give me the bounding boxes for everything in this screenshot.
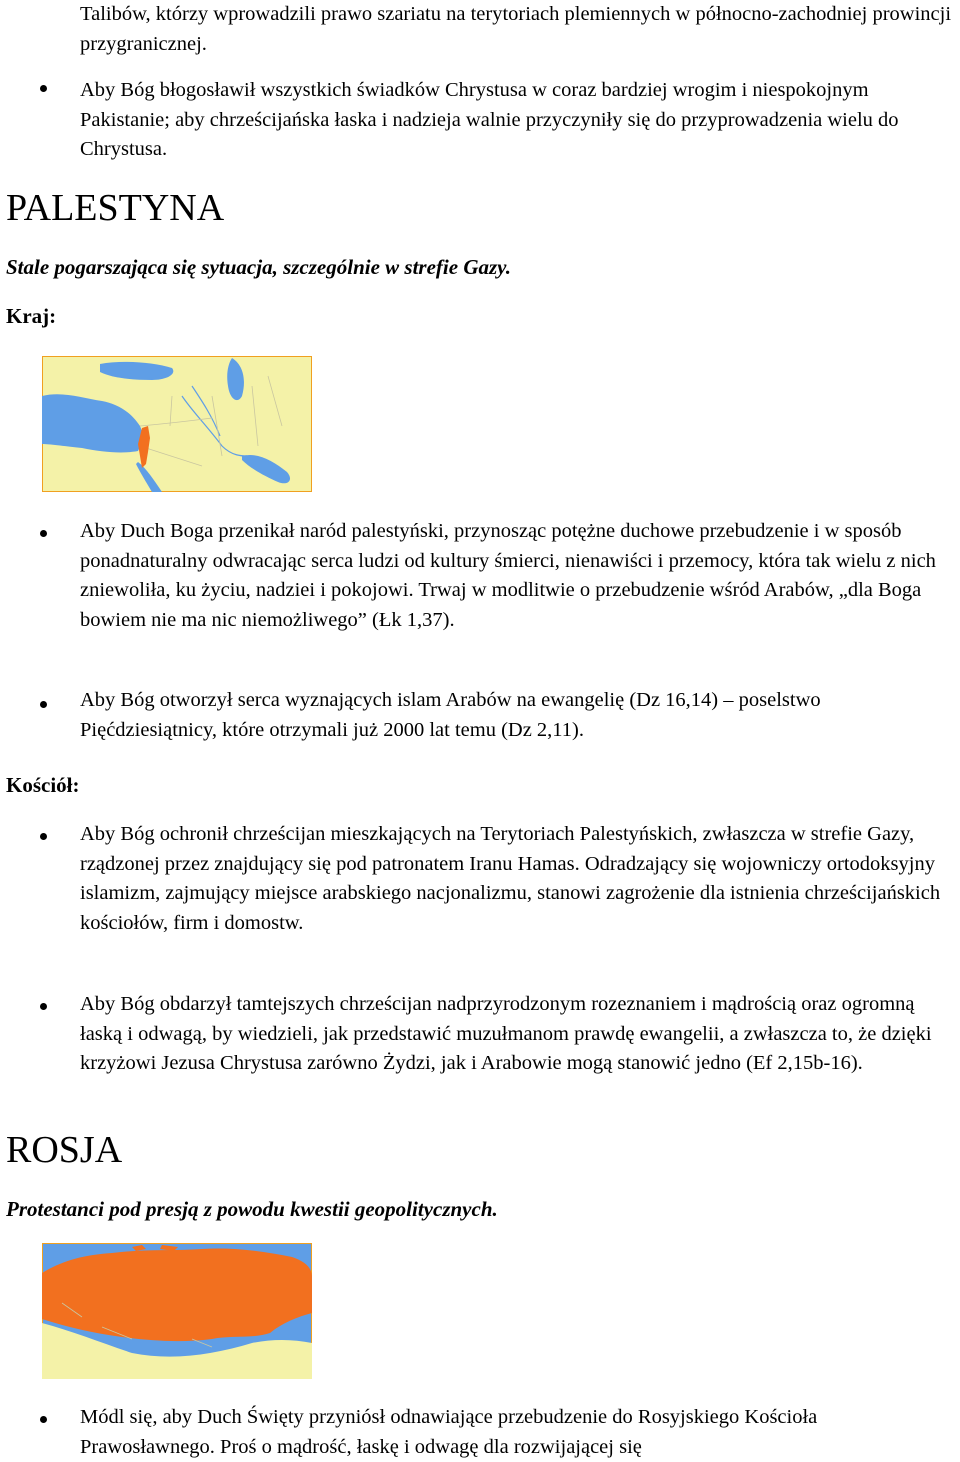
kosciol-item-2: Aby Bóg obdarzył tamtejszych chrześcijan nadprzyrodzonym rozeznaniem i mądrością oraz ogromną łaską i odwagą, by wiedzieli, jak przedstawić muzułmanom prawdę ewangelii, a zwłaszcza to, że dzięki krzyżowi Jezusa Chrystusa zarówno Żydzi, jak i Arabowie mogą stanowić jedno (Ef 2,15b-16). [80, 993, 932, 1074]
bullet-icon [40, 1416, 47, 1423]
bullet-icon [40, 530, 47, 537]
rosja-item-1: Módl się, aby Duch Święty przyniósł odnawiające przebudzenie do Rosyjskiego Kościoła Prawosławnego. Proś o mądrość, łaskę i odwagę dla rozwijającej się [80, 1406, 818, 1458]
kraj-item-1: Aby Duch Boga przenikał naród palestyński, przynosząc potężne duchowe przebudzenie i w sposób ponadnaturalny odwracając serca ludzi od kultury śmierci, nienawiści i przemocy, która tak wielu z nich zniewoliła, ku życiu, nadziei i pokojowi. Trwaj w modlitwie o przebudzenie wśród Arabów, „dla Boga bowiem nie ma nic niemożliwego” (Łk 1,37). [80, 520, 936, 631]
pakistan-prayer: Aby Bóg błogosławił wszystkich świadków Chrystusa w coraz bardziej wrogim i niespokojnym Pakistanie; aby chrześcijańska łaska i nadzieja walnie przyczyniły się do przyprowadzenia wielu do Chrystusa. [80, 79, 899, 160]
russia-map [42, 1243, 312, 1379]
section-title-rosja: ROSJA [6, 1129, 123, 1171]
section-title-palestyna: PALESTYNA [6, 187, 225, 229]
kraj-item-2: Aby Bóg otworzył serca wyznających islam Arabów na ewangelię (Dz 16,14) – poselstwo Pięćdziesiątnicy, które otrzymali już 2000 lat temu (Dz 2,11). [80, 689, 821, 741]
intro-continuation: Talibów, którzy wprowadzili prawo szariatu na terytoriach plemiennych w północno-zachodniej prowincji przygranicznej. [80, 3, 952, 55]
bullet-icon [40, 1003, 47, 1010]
bullet-icon [40, 85, 47, 92]
bullet-icon [40, 833, 47, 840]
palestine-map [42, 356, 312, 492]
section-subtitle-palestyna: Stale pogarszająca się sytuacja, szczególnie w strefie Gazy. [6, 255, 511, 279]
kosciol-label: Kościół: [6, 773, 80, 797]
bullet-icon [40, 701, 47, 708]
section-subtitle-rosja: Protestanci pod presją z powodu kwestii geopolitycznych. [6, 1197, 498, 1221]
kosciol-item-1: Aby Bóg ochronił chrześcijan mieszkających na Terytoriach Palestyńskich, zwłaszcza w strefie Gazy, rządzonej przez znajdujący się pod patronatem Iranu Hamas. Odradzający się wojowniczy ortodoksyjny islamizm, zajmujący miejsce arabskiego nacjonalizmu, stanowi zagrożenie dla istnienia chrześcijańskich kościołów, firm i domostw. [80, 823, 941, 934]
kraj-label: Kraj: [6, 304, 57, 328]
